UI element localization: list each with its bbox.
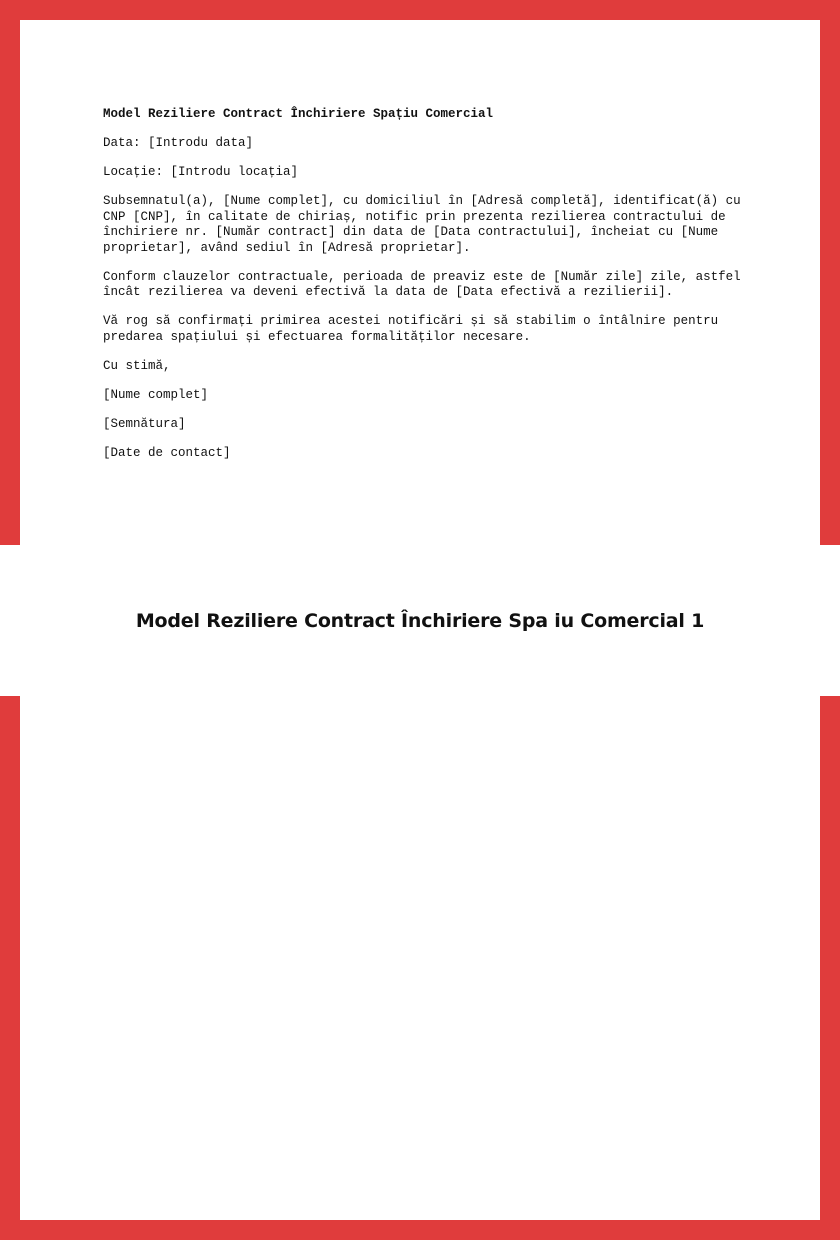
- contact-placeholder: [Date de contact]: [103, 445, 231, 460]
- document-page-top: [20, 20, 820, 545]
- name-placeholder: [Nume complet]: [103, 387, 209, 402]
- band-title: Model Reziliere Contract Închiriere Spa iu Comercial 1: [135, 609, 705, 632]
- paragraph-confirmation: Vă rog să confirmați primirea acestei notificări și să stabilim o întâlnire pentru predarea spațiului și efectuarea formalităților necesare.: [103, 314, 719, 344]
- paragraph-notice: Subsemnatul(a), [Nume complet], cu domiciliul în [Adresă completă], identificat(ă) cu CNP [CNP], în calitate de chiriaș, notific prin prezenta rezilierea contractului de închiriere nr. [Număr contract] din data de [Data contractului], încheiat cu [Nume proprietar], având sediul în [Adresă proprietar].: [103, 194, 741, 255]
- closing-line: Cu stimă,: [103, 358, 171, 373]
- document-body: [103, 107, 743, 475]
- date-line: Data: [Introdu data]: [103, 136, 254, 150]
- paragraph-notice-period: Conform clauzelor contractuale, perioada de preaviz este de [Număr zile] zile, astfel încât rezilierea va deveni efectivă la data de [Data efectivă a rezilierii].: [103, 269, 741, 299]
- signature-placeholder: [Semnătura]: [103, 416, 186, 431]
- location-line: Locație: [Introdu locația]: [103, 165, 299, 179]
- title-band: [0, 545, 840, 696]
- document-page-bottom: [20, 696, 820, 1220]
- document-title: Model Reziliere Contract Închiriere Spațiu Comercial: [103, 107, 494, 121]
